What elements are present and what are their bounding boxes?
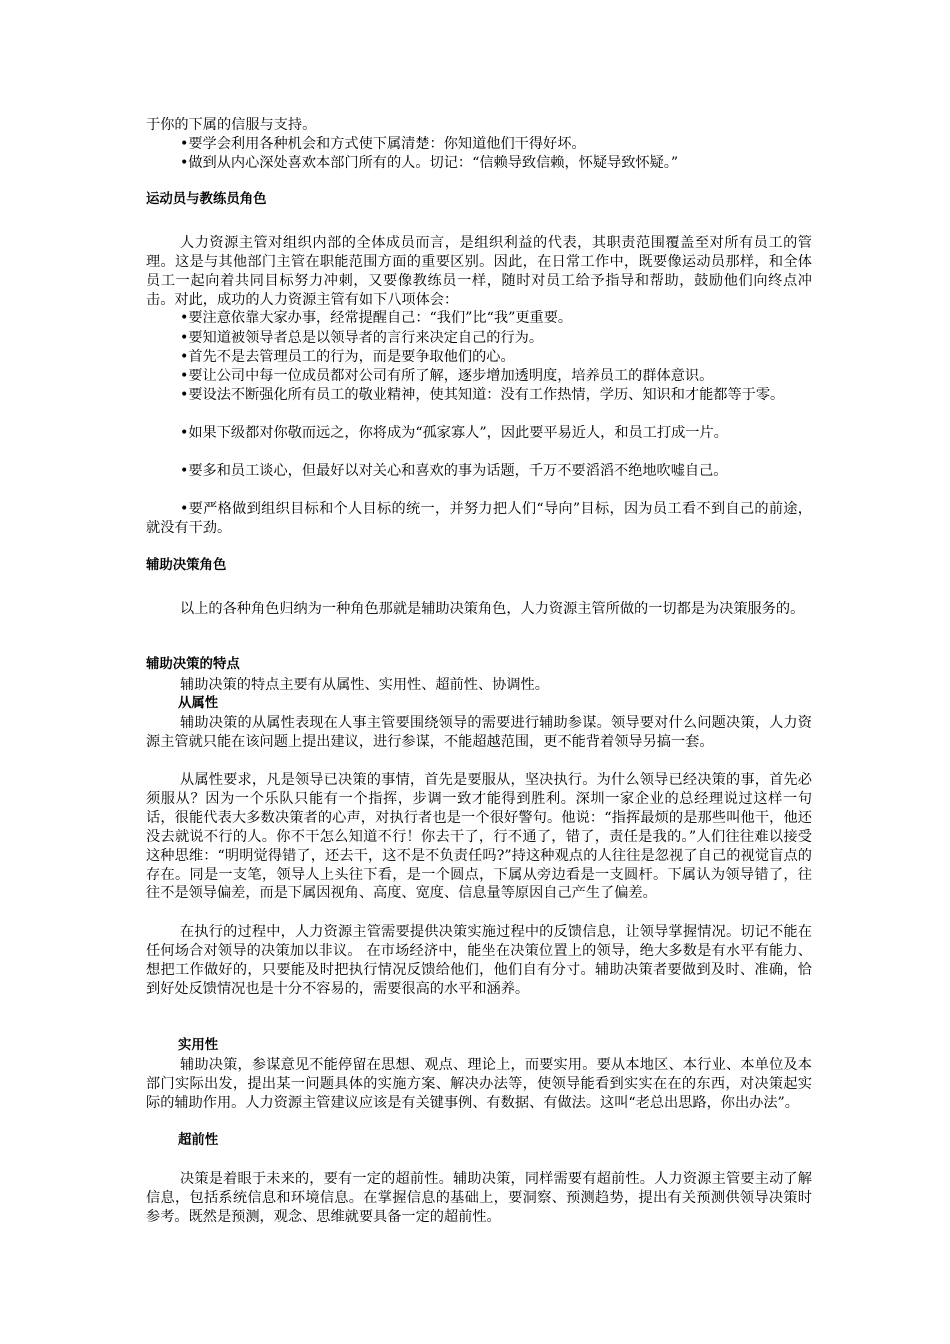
practicality-paragraph: 辅助决策，参谋意见不能停留在思想、观点、理论上，而要实用。要从本地区、本行业、本单位及本部门实际出发，提出某一问题具体的实施方案、解决办法等，使领导能看到实实在在的东西，对决策起实际的辅助作用。人力资源主管建议应该是有关键事例、有数据、有做法。这叫“老总出思路，你出办法”。 (146, 1057, 812, 1111)
coach-bullet-7: •要多和员工谈心，但最好以对关心和喜欢的事为话题，千万不要滔滔不绝地吹嘘自己。 (180, 463, 728, 479)
coach-paragraph: 人力资源主管对组织内部的全体成员而言，是组织利益的代表，其职责范围覆盖至对所有员工的管理。这是与其他部门主管在职能范围方面的重要区别。因此，在日常工作中，既要像运动员那样，和全体员工一起向着共同目标努力冲刺，又要像教练员一样，随时对员工给予指导和帮助，鼓励他们向终点冲击。对此，成功的人力资源主管有如下八项体会： (146, 235, 812, 308)
coach-bullet-6: •如果下级都对你敬而远之，你将成为“孤家寡人”，因此要平易近人，和员工打成一片。 (180, 425, 728, 441)
foresight-paragraph: 决策是着眼于未来的，要有一定的超前性。辅助决策，同样需要有超前性。人力资源主管要主动了解信息，包括系统信息和环境信息。在掌握信息的基础上，要洞察、预测趋势，提出有关预测供领导决策时参考。既然是预测，观念、思维就要具备一定的超前性。 (146, 1171, 812, 1225)
coach-bullet-1: •要注意依靠大家办事，经常提醒自己：“我们”比“我”更重要。 (180, 310, 573, 326)
heading-foresight: 超前性 (178, 1133, 219, 1148)
features-paragraph: 辅助决策的特点主要有从属性、实用性、超前性、协调性。 (180, 677, 549, 693)
intro-bullet-2: •做到从内心深处喜欢本部门所有的人。切记：“信赖导致信赖，怀疑导致怀疑。” (180, 155, 679, 171)
subordination-paragraph-2: 从属性要求，凡是领导已决策的事情，首先是要服从，坚决执行。为什么领导已经决策的事，首先必须服从？因为一个乐队只能有一个指挥，步调一致才能得到胜利。深圳一家企业的总经理说过这样一句话，很能代表大多数决策者的心声，对执行者也是一个很好警句。他说：“指挥最烦的是那些叫他干，他还没去就说不行的人。你不干怎么知道不行！你去干了，行不通了，错了，责任是我的。”人们往往难以接受这种思维：“明明觉得错了，还去干，这不是不负责任吗?”持这种观点的人往往是忽视了自己的视觉盲点的存在。同是一支笔，领导人上头往下看，是一个圆点，下属从旁边看是一支圆杆。下属认为领导错了，往往不是领导偏差，而是下属因视角、高度、宽度、信息量等原因自己产生了偏差。 (146, 772, 812, 902)
heading-assist: 辅助决策角色 (146, 558, 227, 573)
assist-paragraph: 以上的各种角色归纳为一种角色那就是辅助决策角色，人力资源主管所做的一切都是为决策服务的。 (180, 601, 805, 617)
coach-bullet-2: •要知道被领导者总是以领导者的言行来决定自己的行为。 (180, 330, 544, 346)
subordination-paragraph-3: 在执行的过程中，人力资源主管需要提供决策实施过程中的反馈信息，让领导掌握情况。切记不能在任何场合对领导的决策加以非议。 在市场经济中，能坐在决策位置上的领导，绝大多数是有水平有能力、想把工作做好的，只要能及时把执行情况反馈给他们，他们自有分寸。辅助决策者要做到及时、准确，恰到好处反馈情况也是十分不容易的，需要很高的水平和涵养。 (146, 924, 812, 997)
heading-practicality: 实用性 (178, 1038, 219, 1053)
intro-text: 于你的下属的信服与支持。 (146, 117, 317, 133)
heading-features: 辅助决策的特点 (146, 657, 240, 672)
intro-bullet-1: •要学会利用各种机会和方式使下属清楚：你知道他们干得好坏。 (180, 136, 586, 152)
coach-bullet-3: •首先不是去管理员工的行为，而是要争取他们的心。 (180, 349, 515, 365)
coach-bullet-5: •要设法不断强化所有员工的敬业精神，使其知道：没有工作热情，学历、知识和才能都等于零。 (180, 387, 785, 403)
heading-subordination: 从属性 (178, 696, 219, 711)
coach-bullet-8: •要严格做到组织目标和个人目标的统一，并努力把人们“导向”目标，因为员工看不到自己的前途，就没有干劲。 (146, 501, 812, 536)
heading-coach: 运动员与教练员角色 (146, 192, 267, 207)
coach-bullet-4: •要让公司中每一位成员都对公司有所了解，逐步增加透明度，培养员工的群体意识。 (180, 368, 714, 384)
subordination-paragraph-1: 辅助决策的从属性表现在人事主管要围绕领导的需要进行辅助参谋。领导要对什么问题决策，人力资源主管就只能在该问题上提出建议，进行参谋，不能超越范围，更不能背着领导另搞一套。 (146, 715, 812, 750)
